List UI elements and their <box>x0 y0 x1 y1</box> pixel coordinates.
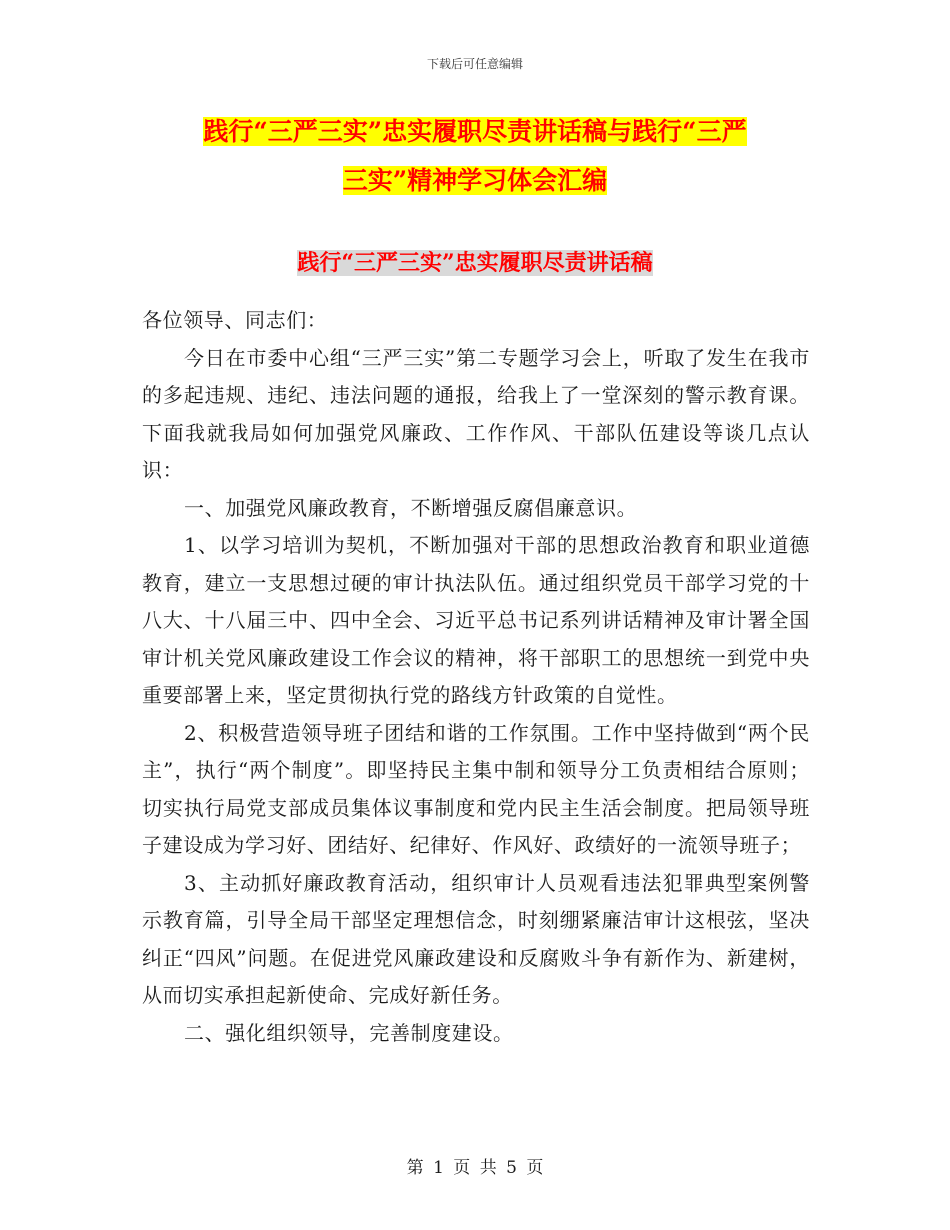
page-number: 第 1 页 共 5 页 <box>406 1158 544 1178</box>
body-paragraph: 2、积极营造领导班子团结和谐的工作氛围。工作中坚持做到“两个民主”，执行“两个制度”。即坚持民主集中制和领导分工负责相结合原则；切实执行局党支部成员集体议事制度和党内民主生活会制度。把局领导班子建设成为学习好、团结好、纪律好、作风好、政绩好的一流领导班子； <box>142 720 810 857</box>
body-paragraph: 1、以学习培训为契机，不断加强对干部的思想政治教育和职业道德教育，建立一支思想过硬的审计执法队伍。通过组织党员干部学习党的十八大、十八届三中、四中全会、习近平总书记系列讲话精神及审计署全国审计机关党风廉政建设工作会议的精神，将干部职工的思想统一到党中央重要部署上来，坚定贯彻执行党的路线方针政策的自觉性。 <box>142 533 810 707</box>
section-title-text: 践行“三严三实”忠实履职尽责讲话稿 <box>297 250 653 276</box>
salutation: 各位领导、同志们： <box>142 308 328 332</box>
title-line-1: 践行“三严三实”忠实履职尽责讲话稿与践行“三严 <box>203 117 747 146</box>
body-paragraph: 今日在市委中心组“三严三实”第二专题学习会上，听取了发生在我市的多起违规、违纪、违法问题的通报，给我上了一堂深刻的警示教育课。下面我就我局如何加强党风廉政、工作作风、干部队伍建设等谈几点认识： <box>142 345 810 482</box>
title-line-2: 三实”精神学习体会汇编 <box>342 166 608 195</box>
section-heading: 二、强化组织领导，完善制度建设。 <box>184 1020 514 1045</box>
section-heading: 一、加强党风廉政教育，不断增强反腐倡廉意识。 <box>184 495 638 520</box>
section-title <box>0 243 950 283</box>
header-note: 下载后可任意编辑 <box>426 57 523 71</box>
document-body <box>142 302 810 1052</box>
body-paragraph: 3、主动抓好廉政教育活动，组织审计人员观看违法犯罪典型案例警示教育篇，引导全局干部坚定理想信念，时刻绷紧廉洁审计这根弦，坚决纠正“四风”问题。在促进党风廉政建设和反腐败斗争有新作为、新建树，从而切实承担起新使命、完成好新任务。 <box>142 870 810 1007</box>
document-title <box>150 107 800 205</box>
